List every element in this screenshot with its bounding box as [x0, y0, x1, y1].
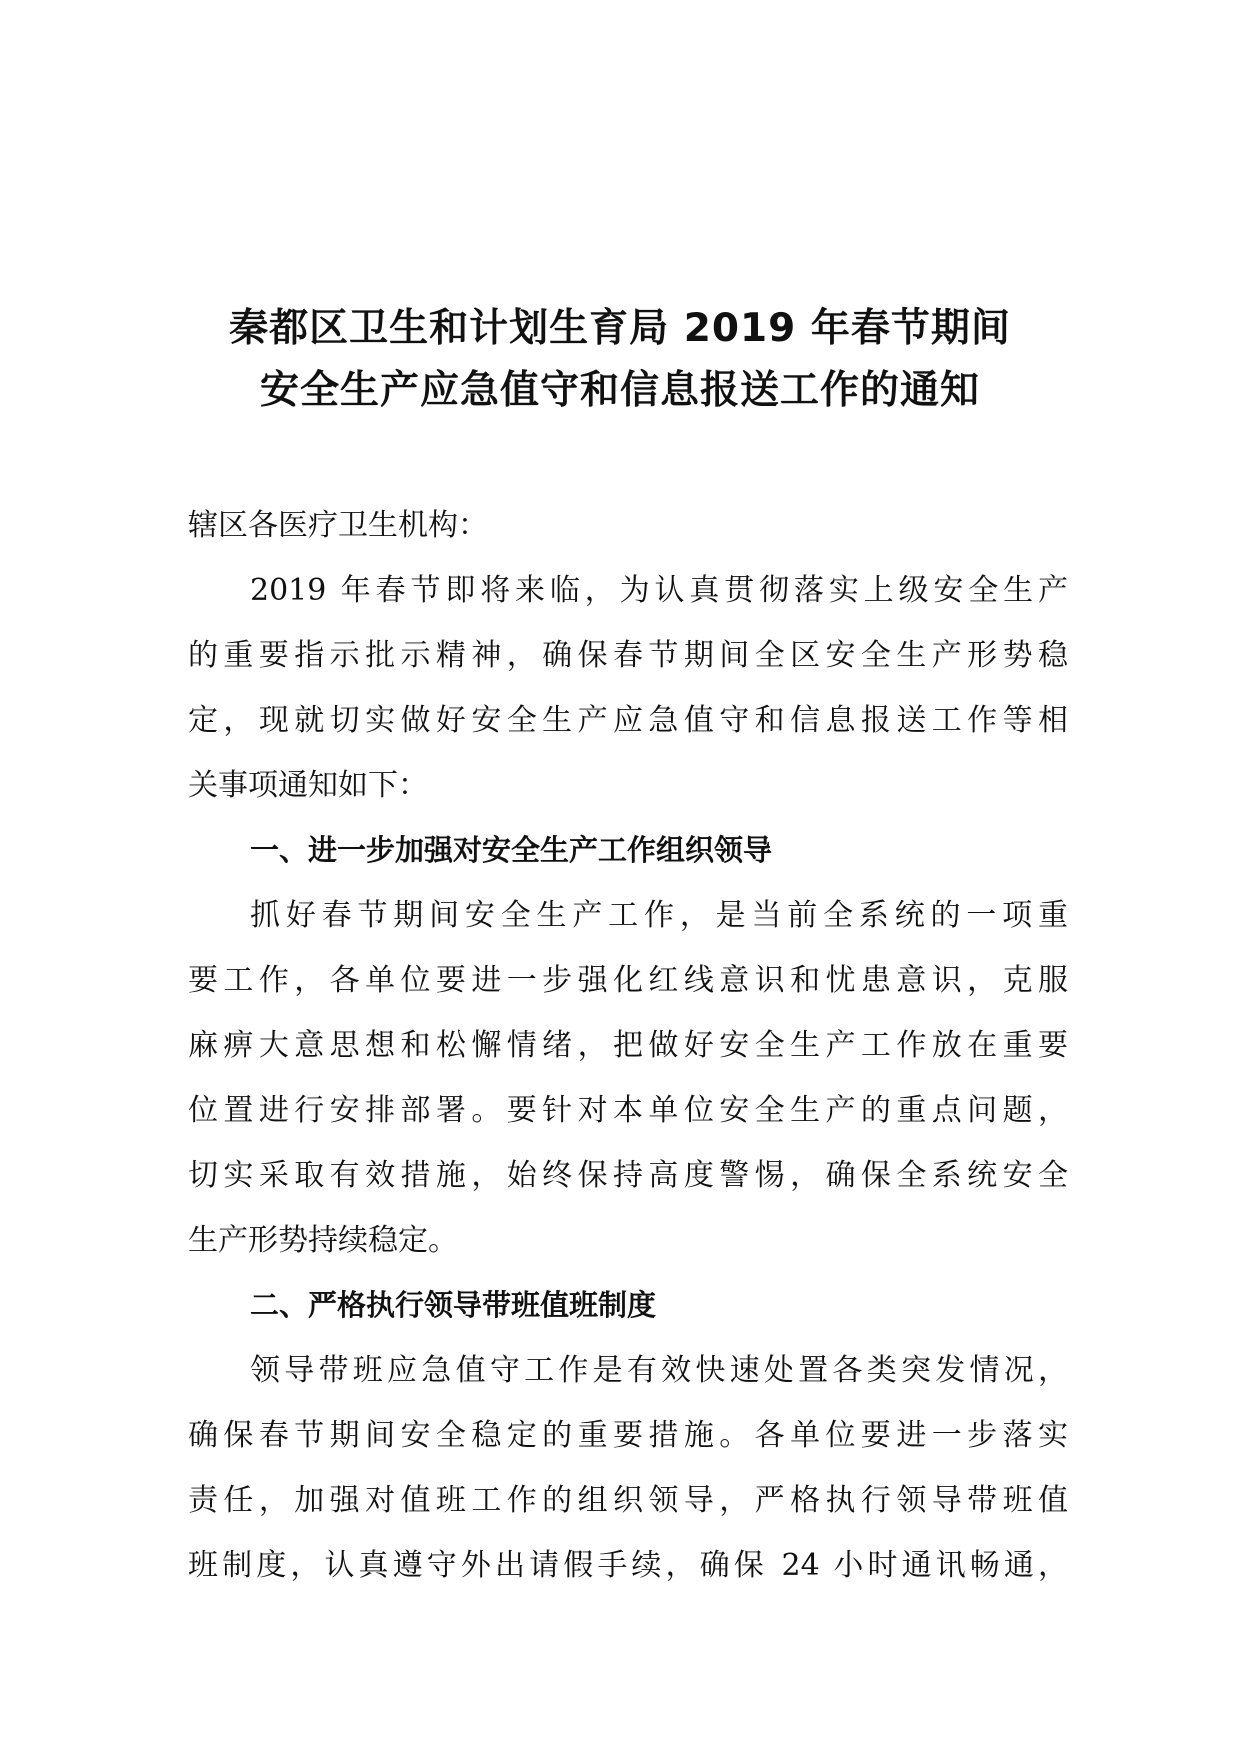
section-1-line: 生产形势持续稳定。 [188, 1223, 458, 1258]
title-line-2: 安全生产应急值守和信息报送工作的通知 [259, 368, 980, 413]
section-1-line: 位置进行安排部署。要针对本单位安全生产的重点问题， [188, 1093, 1068, 1128]
section-1-paragraph [188, 883, 1068, 1273]
document-title [150, 298, 1090, 422]
intro-line: 2019 年春节即将来临，为认真贯彻落实上级安全生产 [250, 573, 1068, 608]
section-2-line: 责任，加强对值班工作的组织领导，严格执行领导带班值 [188, 1483, 1068, 1518]
intro-line: 的重要指示批示精神，确保春节期间全区安全生产形势稳 [188, 638, 1068, 673]
section-1-line: 要工作，各单位要进一步强化红线意识和忧患意识，克服 [188, 963, 1068, 998]
section-1-heading: 一、进一步加强对安全生产工作组织领导 [250, 833, 773, 867]
salutation: 辖区各医疗卫生机构： [188, 508, 488, 543]
section-1-line: 抓好春节期间安全生产工作，是当前全系统的一项重 [250, 898, 1068, 933]
section-2-line: 班制度，认真遵守外出请假手续，确保 24 小时通讯畅通， [188, 1548, 1068, 1583]
section-1-line: 切实采取有效措施，始终保持高度警惕，确保全系统安全 [188, 1158, 1068, 1193]
document-body [188, 493, 1068, 1598]
section-1-line: 麻痹大意思想和松懈情绪，把做好安全生产工作放在重要 [188, 1028, 1068, 1063]
title-line-1: 秦都区卫生和计划生育局 2019 年春节期间 [229, 306, 1011, 351]
section-2-line: 确保春节期间安全稳定的重要措施。各单位要进一步落实 [188, 1418, 1068, 1453]
intro-line: 关事项通知如下： [188, 768, 428, 803]
section-2-heading: 二、严格执行领导带班值班制度 [250, 1288, 657, 1322]
section-2-line: 领导带班应急值守工作是有效快速处置各类突发情况， [250, 1353, 1068, 1388]
intro-paragraph [188, 558, 1068, 818]
section-2-paragraph [188, 1338, 1068, 1598]
intro-line: 定，现就切实做好安全生产应急值守和信息报送工作等相 [188, 703, 1068, 738]
